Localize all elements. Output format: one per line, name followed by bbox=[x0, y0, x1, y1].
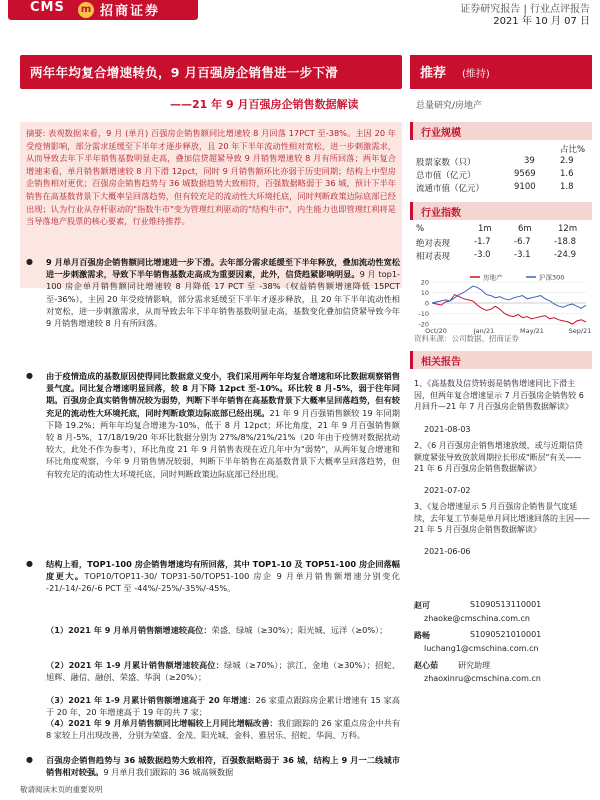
bullet-text: 9 月 top1-100 房企单月销售额同比增速较 8 月降低 17 PCT 至 -38%（权益销售额增速降低 15PCT 至-36%），主因 20 年受疫情影响，部分需求延缓至下半年才逐步释放，且 20 年下半年流动性相对宽松，进一步刺激需求，从而导致去年下半年销售基数明显走高，基数变化叠加信贷紧导致今年 9 月销售增速较 8 月有所回落。 bbox=[46, 269, 400, 329]
x-tick-label: Oct/20 bbox=[425, 327, 447, 335]
index-row-value: -18.8 bbox=[554, 237, 576, 247]
sub-item bbox=[46, 717, 400, 741]
chart-lines bbox=[432, 286, 586, 324]
bullet-bold: 由于疫情造成的基数原因使得同比数据意义变小，我们采用两年年均复合增速和环比数据观察销售景气度。同比复合增速明显回落，较 8 月下降 12pct 至-10%。环比较 8 月-5%，弱于往年同期。百强房企真实销售情况较为弱势，判断下半年销售在高基数背景下大概率呈回落趋势，但有较充足的流动性大环境托底，同时判断政策边际底部已经出现。 bbox=[46, 371, 400, 418]
index-col-header: 1m bbox=[478, 224, 492, 234]
industry-index-heading bbox=[410, 202, 592, 220]
bullet-bold: 结构上看，TOP1-100 房企销售增速均有所回落，其中 TOP1-10 及 TOP51-100 房企回落幅度更大。 bbox=[46, 559, 400, 582]
sub-item-bold: （3）2021 年 1-9 月累计销售额增速高于 20 年增速： bbox=[46, 695, 256, 705]
analyst-email[interactable]: zhaoxinru@cmschina.com.cn bbox=[424, 674, 541, 683]
bullet-text: 21 年 9 月百强销售额较 19 年同期下降 19.2%；两年年均复合增速为-10%，低于 8 月 12pct；环比角度，21 年 9 月百强销售额较 8 月-5%，17/18/19/20 年环比数据分别为 27%/8%/21%/21%（20 年由于疫情对数据扰动较大，此处不作为参考），环比角度 21 年 9 月销售表现在近几年中为"弱势"，从两年复合增速和环比角度观察，今年 9 月销售情况较弱，判断下半年销售在高基数背景下大概率呈回落趋势，但有较充足的流动性大环境托底，同时判断政策边际底部已经出现。 bbox=[46, 407, 400, 479]
bullet-bold: 百强房企销售趋势与 36 城数据趋势大致相符，百强数据略弱于 36 城，结构上 9 月一二线城市销售相对较强。 bbox=[46, 755, 400, 778]
size-row-label: 股票家数（只） bbox=[416, 158, 476, 168]
analyst-name: 赵心茹 bbox=[414, 661, 438, 670]
industry-size-heading bbox=[410, 122, 592, 140]
related-reports-heading bbox=[410, 351, 592, 369]
sub-item-bold: （1）2021 年 9 月单月销售额增速较高位： bbox=[46, 625, 212, 635]
industry-index-heading-text: 行业指数 bbox=[421, 208, 461, 219]
analyst-id: S1090513110001 bbox=[470, 600, 542, 609]
sub-item-text: 26 家重点跟踪房企累计增速有 15 家高于 20 年，20 年增速高于 19 年的共 7 家； bbox=[46, 695, 400, 718]
series-line-沪深300 bbox=[432, 286, 586, 308]
analyst-id: 研究助理 bbox=[458, 661, 490, 670]
related-reports-heading-text: 相关报告 bbox=[421, 357, 461, 368]
related-report-date: 2021-08-03 bbox=[424, 425, 471, 434]
sub-item-text: 荣盛、绿城（≥30%）；阳光城、远洋（≥0%）； bbox=[211, 625, 388, 635]
size-row-pct: 1.6 bbox=[560, 169, 574, 179]
related-report-link[interactable]: 1、《高基数及信贷转弱是销售增速同比下滑主因，但两年复合增速显示 7 月百强房企销售较 6 月回升—21 年 7 月百强房企销售数据解读》 bbox=[414, 379, 584, 412]
size-row-value: 39 bbox=[524, 156, 535, 166]
pct-header: 占比% bbox=[560, 145, 586, 155]
sub-item bbox=[46, 659, 400, 683]
chart-source: 资料来源：公司数据、招商证券 bbox=[414, 334, 519, 343]
bullet-text: 9 月单月我们跟踪的 36 城高频数据 bbox=[103, 767, 234, 778]
analyst-id: S1090521010001 bbox=[470, 630, 542, 639]
chart-axes bbox=[432, 282, 586, 324]
y-tick-label: 20 bbox=[420, 278, 429, 287]
index-row-value: -6.7 bbox=[514, 237, 531, 247]
y-tick-label: -20 bbox=[418, 320, 429, 329]
analyst-email[interactable]: luchang1@cmschina.com.cn bbox=[424, 644, 539, 653]
bullet-paragraph bbox=[20, 370, 400, 480]
x-tick-label: Sep/21 bbox=[568, 327, 592, 335]
summary-text: 摘要: 表观数据来看，9 月 (单月) 百强房企销售额同比增速较 8 月回落 17PCT 至-38%。主因 20 年受疫情影响，部分需求延缓至下半年才逐步释放，且 20 年下半年流动性相对宽松，进一步刺激需求，从而导致去年下半年销售基数明显走高，叠加信贷超紧导致 9 月销售增速较 8 月有所回落；两年复合增速来看，单月销售额增速较 8 月下滑 12pct，同时 9 月销售额环比亦弱于历史同期；结构上中型房企销售相对更优；百强房企销售趋势与 36 城数据趋势大致相符，百强数据略弱于 36 城，预计下半年销售在高基数背景下大概率呈回落趋势，但有较充足的流动性大环境托底，同时判断政策边际底部已经出现；认为行业从存杆驱动的"指数牛市"变为管理红利驱动的"结构牛市"，内生能力也即管理红利将是当导落地产股票的核心要素，行业维持推荐。 bbox=[26, 128, 396, 227]
size-row-pct: 1.8 bbox=[560, 182, 574, 192]
report-title: 两年年均复合增速转负，9 月百强房企销售进一步下滑 bbox=[30, 65, 339, 80]
footer-note: 敬请阅读末页的重要说明 bbox=[20, 785, 103, 794]
bullet-bold: 9 月单月百强房企销售额同比增速进一步下滑。去年部分需求延缓至下半年释放，叠加流动性宽松进一步刺激需求，导致下半年销售基数走高成为重要因素，此外，信贷趋紧影响明显。 bbox=[46, 257, 400, 280]
sub-item bbox=[46, 624, 400, 636]
index-row-label: 绝对表现 bbox=[416, 239, 451, 249]
related-report-link[interactable]: 3、《复合增速显示 5 月百强房企销售景气度延续，去年复工节奏是单月同比增速回落的主因——21 年 5 月百强房企销售数据解读》 bbox=[414, 502, 590, 535]
bullet-text: TOP10/TOP11-30/ TOP31-50/TOP51-100 房企 9 月单月销售额增速分别变化 -21/-14/-26/-6 PCT 至 -44%/-25%/-35%/-45%。 bbox=[46, 571, 400, 594]
x-tick-label: Jan/21 bbox=[473, 327, 495, 335]
bullet-icon: ● bbox=[26, 371, 33, 380]
sub-item bbox=[46, 694, 400, 718]
report-subtitle: ——21 年 9 月百强房企销售数据解读 bbox=[170, 98, 359, 111]
index-col-header: 6m bbox=[518, 224, 532, 234]
bullet-icon: ● bbox=[26, 257, 33, 266]
size-row-label: 总市值（亿元） bbox=[416, 171, 476, 181]
report-type: 证券研究报告 | 行业点评报告 bbox=[460, 4, 590, 15]
sub-item-bold: （2）2021 年 1-9 月累计销售额增速较高位： bbox=[46, 660, 225, 670]
index-row-value: -24.9 bbox=[554, 250, 576, 260]
legend-label: 沪深300 bbox=[539, 273, 565, 282]
index-row-value: -3.0 bbox=[474, 250, 491, 260]
bullet-paragraph bbox=[20, 558, 400, 595]
y-tick-label: 0 bbox=[424, 299, 429, 308]
analyst-name: 赵可 bbox=[414, 601, 430, 610]
size-row-value: 9100 bbox=[514, 182, 536, 192]
sub-item-text: 绿城（≥70%）；滨江、金地（≥30%）；招蛇、旭辉、融信、融创、荣盛、华润（≥20%）； bbox=[46, 660, 401, 683]
index-col-header: 12m bbox=[558, 224, 578, 234]
series-line-房地产 bbox=[432, 295, 586, 324]
sector-label: 总量研究/房地产 bbox=[416, 101, 483, 111]
sub-item-text: 我们跟踪的 26 家重点房企中共有 8 家较上月出现改善，分别为荣盛、金茂、阳光城、金科、雅居乐、招蛇、华润、万科。 bbox=[46, 718, 401, 741]
y-tick-label: -10 bbox=[418, 310, 429, 318]
y-tick-label: 10 bbox=[420, 289, 429, 297]
bullet-icon: ● bbox=[26, 755, 33, 764]
size-row-label: 流通市值（亿元） bbox=[416, 184, 485, 194]
sub-item-bold: （4）2021 年 9 月单月销售额同比增幅较上月同比增幅改善： bbox=[46, 718, 278, 728]
index-row-label: 相对表现 bbox=[416, 252, 451, 262]
logo-mark-icon: m bbox=[78, 2, 94, 18]
related-report-link[interactable]: 2、《6 月百强房企销售增速放缓，或与近期信贷额度紧张导致放款周期拉长形成"断层"有关——21 年 6 月百强房企销售数据解读》 bbox=[414, 441, 583, 474]
size-row-pct: 2.9 bbox=[560, 156, 574, 166]
analyst-email[interactable]: zhaoke@cmschina.com.cn bbox=[424, 614, 530, 623]
analyst-name: 路畅 bbox=[414, 631, 430, 640]
logo-cms-text: CMS bbox=[30, 0, 65, 15]
legend-label: 房地产 bbox=[483, 273, 503, 282]
rating-label: 推荐 bbox=[420, 66, 447, 81]
index-row-value: -1.7 bbox=[474, 237, 491, 247]
rating-value: (维持) bbox=[462, 69, 490, 80]
index-row-value: -3.1 bbox=[514, 250, 531, 260]
size-row-value: 9569 bbox=[514, 169, 536, 179]
bullet-paragraph bbox=[20, 754, 400, 778]
index-col-header-pct: % bbox=[416, 224, 425, 234]
related-report-date: 2021-06-06 bbox=[424, 547, 471, 556]
related-report-date: 2021-07-02 bbox=[424, 486, 471, 495]
bullet-icon: ● bbox=[26, 559, 33, 568]
industry-size-heading-text: 行业规模 bbox=[421, 128, 461, 139]
logo-company-name: 招商证券 bbox=[100, 4, 161, 19]
x-tick-label: May/21 bbox=[520, 327, 544, 335]
chart-legend bbox=[470, 273, 564, 282]
report-date: 2021 年 10 月 07 日 bbox=[493, 16, 590, 27]
bullet-paragraph bbox=[20, 256, 400, 329]
